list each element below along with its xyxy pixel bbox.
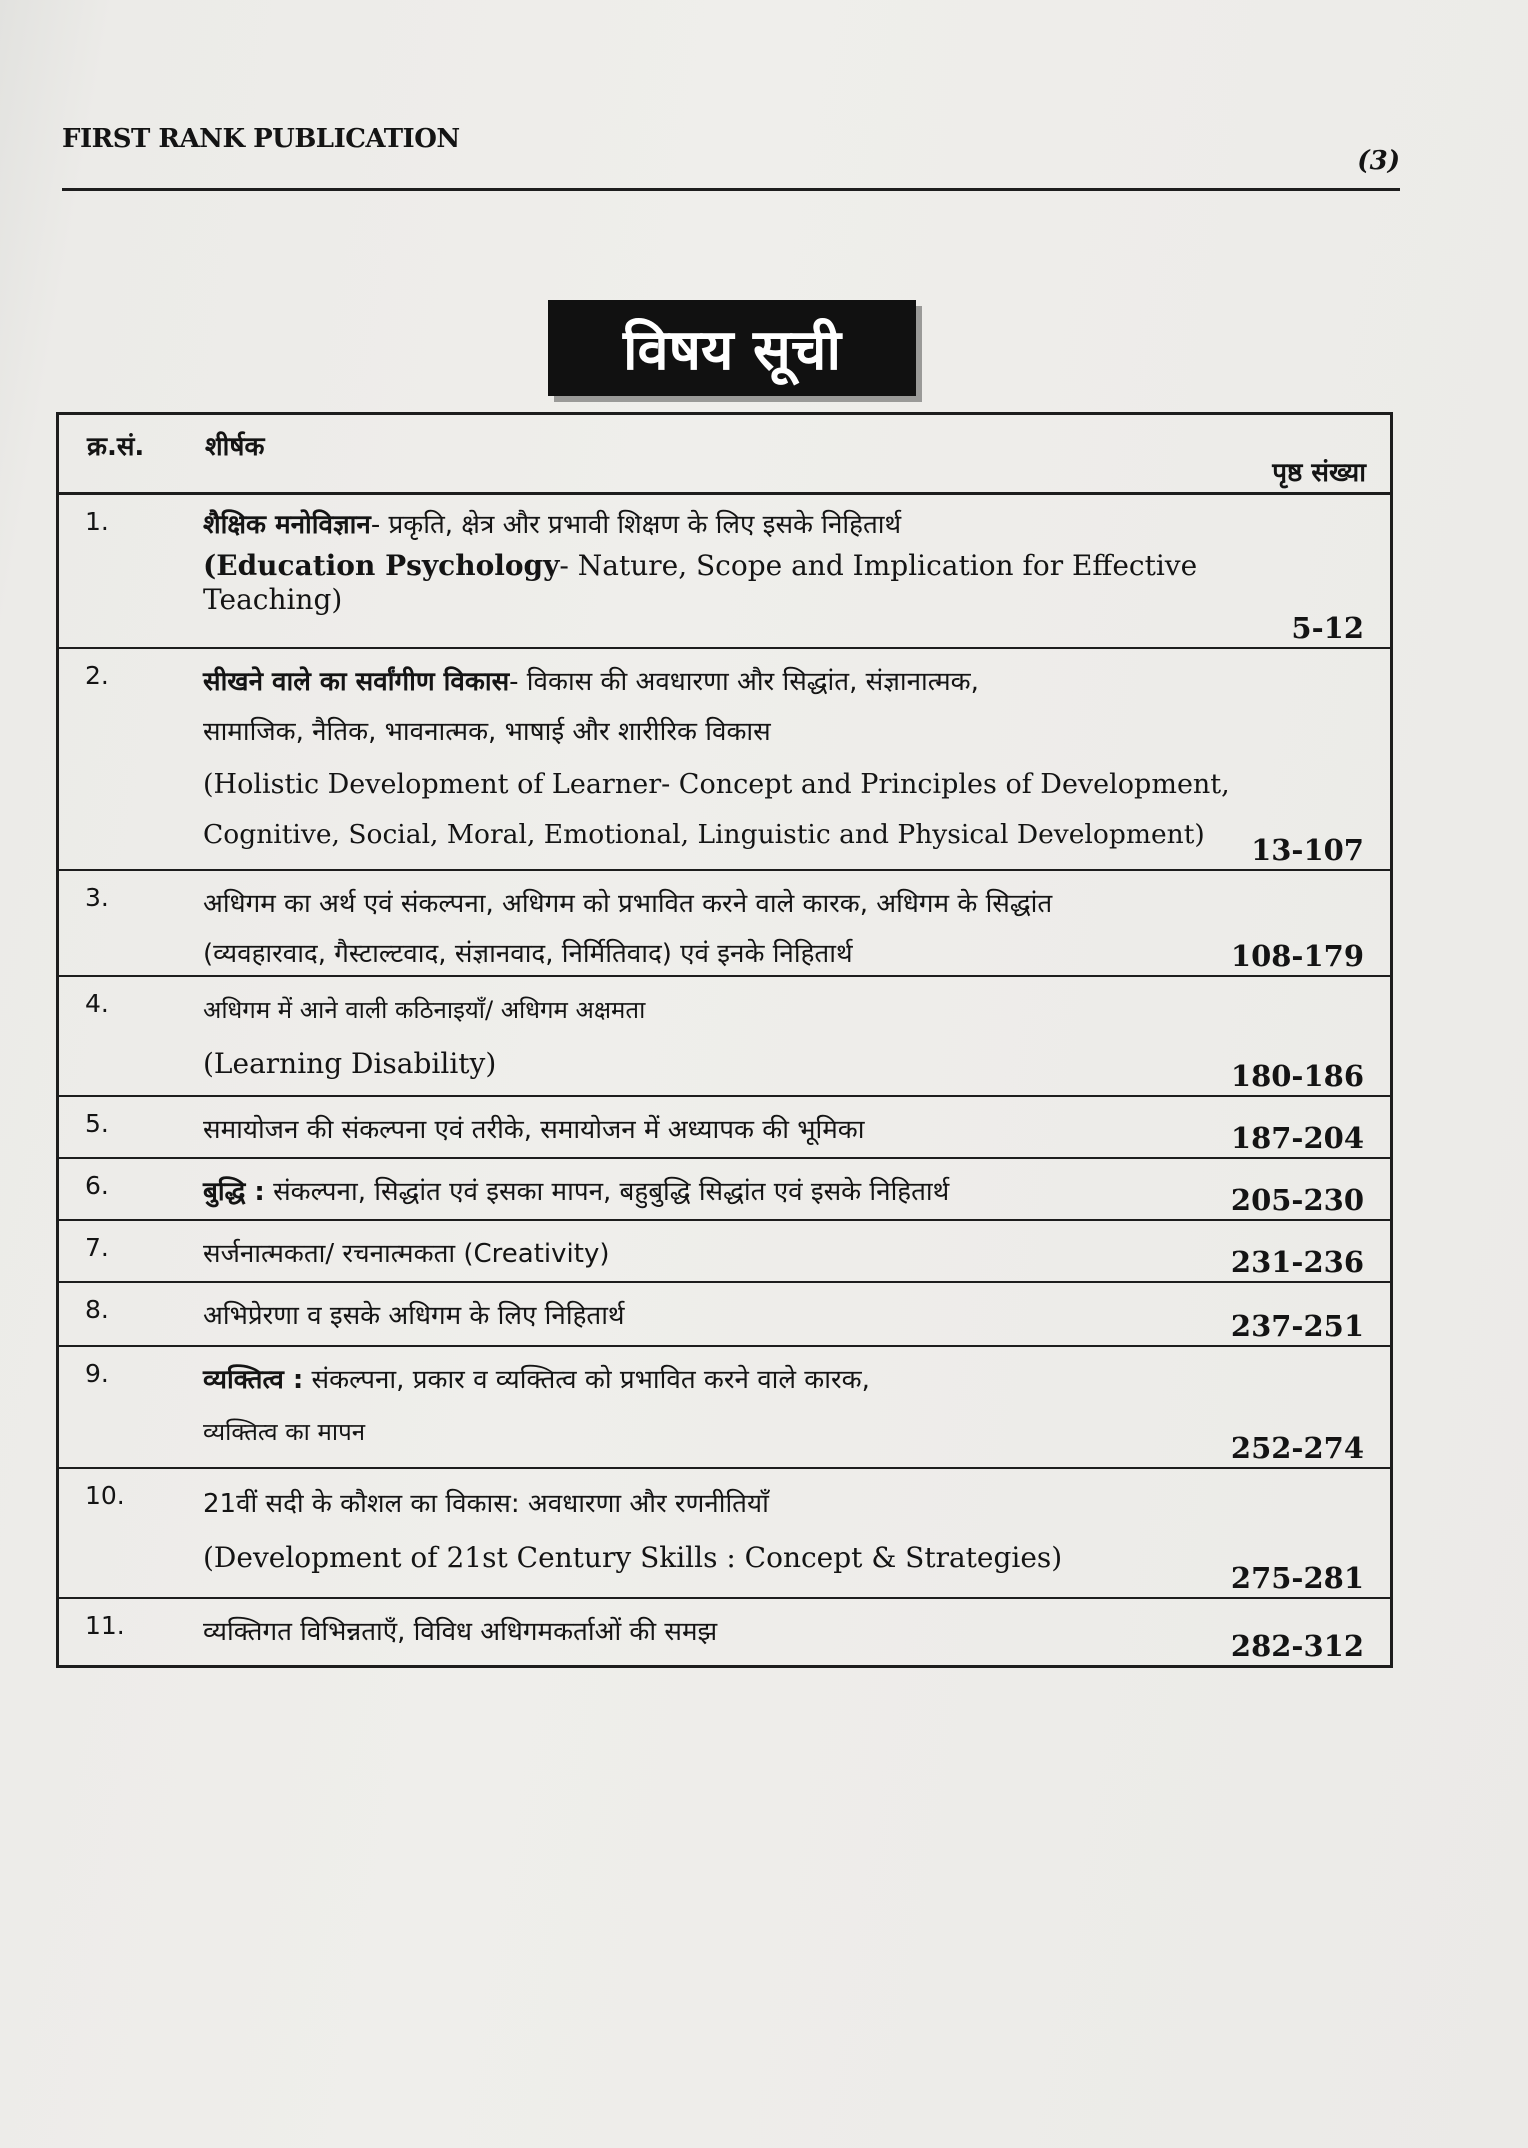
- row-title-line: अधिगम का अर्थ एवं संकल्पना, अधिगम को प्रभावित करने वाले कारक, अधिगम के सिद्धांत: [203, 889, 1053, 919]
- row-number: 7.: [85, 1233, 109, 1262]
- row-number: 9.: [85, 1359, 109, 1388]
- row-title-bold: शैक्षिक मनोविज्ञान: [203, 510, 371, 540]
- row-title-line: व्यक्तित्व का मापन: [203, 1418, 366, 1446]
- table-row: [59, 1097, 1390, 1159]
- row-title-line: समायोजन की संकल्पना एवं तरीके, समायोजन में अध्यापक की भूमिका: [203, 1115, 865, 1145]
- row-title-line: [203, 547, 1243, 585]
- row-title-line: (व्यवहारवाद, गैस्टाल्टवाद, संज्ञानवाद, निर्मितिवाद) एवं इनके निहितार्थ: [203, 939, 853, 969]
- column-header-number: क्र.सं.: [87, 432, 145, 462]
- row-title-bold: व्यक्तित्व :: [203, 1365, 304, 1395]
- table-row: [59, 495, 1390, 649]
- row-title-rest: - Nature, Scope and Implication for Effective: [559, 549, 1198, 582]
- row-pages: 180-186: [1230, 1059, 1364, 1093]
- row-pages: 252-274: [1230, 1431, 1364, 1465]
- row-title-line: 21वीं सदी के कौशल का विकास: अवधारणा और रणनीतियाँ: [203, 1489, 769, 1519]
- row-title-line: अधिगम में आने वाली कठिनाइयाँ/ अधिगम अक्षमता: [203, 996, 646, 1024]
- row-number: 11.: [85, 1611, 125, 1640]
- row-number: 8.: [85, 1295, 109, 1324]
- row-title: [203, 879, 1243, 979]
- row-pages: 231-236: [1230, 1245, 1364, 1279]
- row-pages: 5-12: [1291, 611, 1364, 645]
- row-pages: 13-107: [1251, 833, 1364, 867]
- row-title: [203, 1229, 1243, 1279]
- row-pages: 275-281: [1230, 1561, 1364, 1595]
- row-pages: 108-179: [1230, 939, 1364, 973]
- publisher-name: FIRST RANK PUBLICATION: [62, 124, 460, 154]
- row-title: [203, 1105, 1243, 1155]
- row-title-rest: - विकास की अवधारणा और सिद्धांत, संज्ञानात्मक,: [509, 667, 979, 697]
- row-title-bold: सीखने वाले का सर्वांगीण विकास: [203, 667, 510, 697]
- row-number: 3.: [85, 883, 109, 912]
- row-title-line: (Learning Disability): [203, 1047, 497, 1080]
- row-number: 6.: [85, 1171, 109, 1200]
- row-number: 2.: [85, 661, 109, 690]
- row-title-line: व्यक्तिगत विभिन्नताएँ, विविध अधिगमकर्ताओं की समझ: [203, 1617, 718, 1647]
- title-box: [548, 300, 916, 396]
- row-title: [203, 503, 1243, 615]
- row-title-line: [203, 1167, 1243, 1217]
- table-row: [59, 649, 1390, 871]
- row-title-line: (Development of 21st Century Skills : Concept & Strategies): [203, 1541, 1063, 1574]
- row-title-line: [203, 1355, 1243, 1405]
- table-row: [59, 977, 1390, 1097]
- row-title-bold: बुद्धि :: [203, 1177, 265, 1207]
- row-number: 1.: [85, 507, 109, 536]
- row-pages: 187-204: [1230, 1121, 1364, 1155]
- table-row: [59, 1599, 1390, 1665]
- row-title-line: (Holistic Development of Learner- Concept and Principles of Development,: [203, 769, 1230, 800]
- page-title: विषय सूची: [548, 300, 916, 396]
- row-title: [203, 985, 1243, 1093]
- row-title-line: Cognitive, Social, Moral, Emotional, Linguistic and Physical Development): [203, 819, 1205, 850]
- table-row: [59, 871, 1390, 977]
- page-header: [62, 124, 1400, 191]
- column-header-title: शीर्षक: [205, 432, 265, 462]
- row-title: [203, 1355, 1243, 1459]
- row-title-line: सामाजिक, नैतिक, भावनात्मक, भाषाई और शारीरिक विकास: [203, 717, 771, 747]
- row-title-line: अभिप्रेरणा व इसके अधिगम के लिए निहितार्थ: [203, 1301, 625, 1331]
- table-row: [59, 1347, 1390, 1469]
- row-title-bold: (Education Psychology: [203, 549, 560, 582]
- row-title-line: [203, 503, 1243, 547]
- column-header-page: पृष्ठ संख्या: [1272, 458, 1366, 488]
- table-row: [59, 1221, 1390, 1283]
- table-row: [59, 1469, 1390, 1599]
- row-title-rest: संकल्पना, प्रकार व व्यक्तित्व को प्रभावित करने वाले कारक,: [303, 1365, 870, 1395]
- table-row: [59, 1159, 1390, 1221]
- contents-table: [56, 412, 1393, 1668]
- row-title: [203, 1291, 1243, 1341]
- row-title: [203, 1607, 1243, 1657]
- row-title: [203, 657, 1243, 857]
- row-number: 4.: [85, 989, 109, 1018]
- row-title-line: सर्जनात्मकता/ रचनात्मकता (Creativity): [203, 1239, 610, 1269]
- row-title-line: [203, 657, 1243, 707]
- row-title-rest: संकल्पना, सिद्धांत एवं इसका मापन, बहुबुद्धि सिद्धांत एवं इसके निहितार्थ: [264, 1177, 950, 1207]
- page-number: (3): [1357, 146, 1400, 176]
- table-row: [59, 1283, 1390, 1347]
- row-title: [203, 1477, 1243, 1585]
- row-title: [203, 1167, 1243, 1217]
- row-pages: 282-312: [1230, 1629, 1364, 1663]
- row-title-line: Teaching): [203, 583, 343, 616]
- row-pages: 237-251: [1230, 1309, 1364, 1343]
- row-title-rest: - प्रकृति, क्षेत्र और प्रभावी शिक्षण के लिए इसके निहितार्थ: [370, 510, 902, 540]
- row-pages: 205-230: [1230, 1183, 1364, 1217]
- row-number: 5.: [85, 1109, 109, 1138]
- row-number: 10.: [85, 1481, 125, 1510]
- table-header-row: [59, 415, 1390, 495]
